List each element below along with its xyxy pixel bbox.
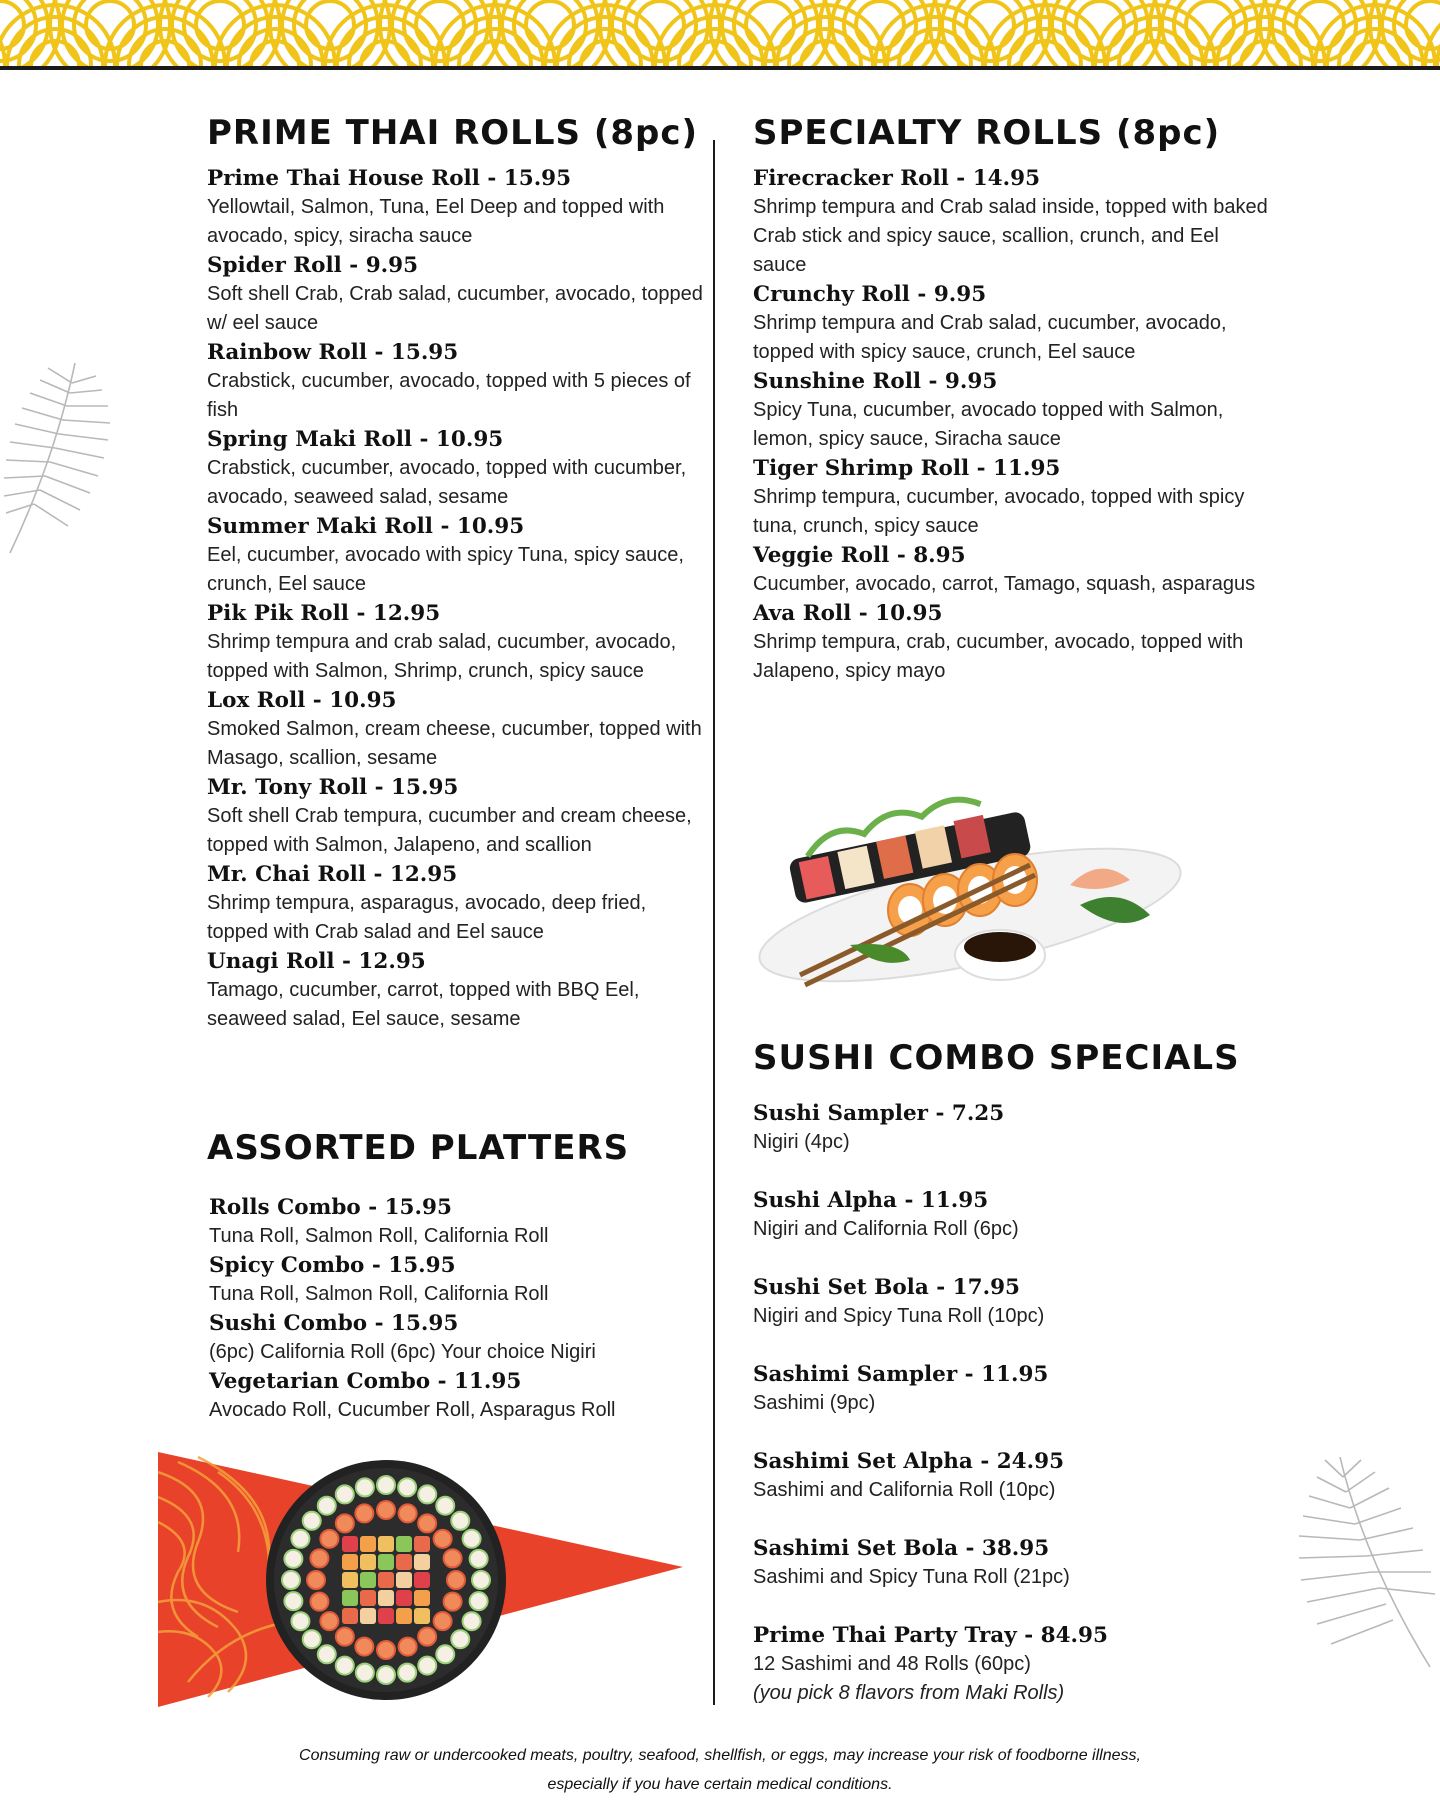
menu-item [753, 1447, 1273, 1505]
menu-item-list [753, 1099, 1273, 1708]
menu-item-name-price: Spider Roll - 9.95 [207, 253, 419, 278]
section-title: SUSHI COMBO SPECIALS [753, 1038, 1240, 1078]
menu-item [207, 599, 707, 686]
assorted-platters-section [207, 1125, 707, 1425]
menu-item [753, 1186, 1273, 1244]
menu-item [207, 686, 707, 773]
menu-item [753, 454, 1273, 541]
menu-item-description: Nigiri and California Roll (6pc) [753, 1218, 1019, 1240]
menu-item-name-price: Sushi Set Bola - 17.95 [753, 1275, 1020, 1300]
menu-item-description: Shrimp tempura and Crab salad inside, topped with baked Crab stick and spicy sauce, scallion, crunch, and Eel sauce [753, 196, 1268, 276]
menu-item-description: Sashimi and California Roll (10pc) [753, 1479, 1056, 1501]
wave-pattern-border [0, 0, 1440, 70]
menu-item [753, 1534, 1273, 1592]
menu-item-description: Sashimi (9pc) [753, 1392, 876, 1414]
menu-item-description: Shrimp tempura and crab salad, cucumber, avocado, topped with Salmon, Shrimp, crunch, spicy sauce [207, 631, 677, 682]
section-title: SPECIALTY ROLLS (8pc) [753, 113, 1221, 153]
menu-item-name-price: Firecracker Roll - 14.95 [753, 166, 1041, 191]
menu-item [753, 1273, 1273, 1331]
menu-item-name-price: Prime Thai Party Tray - 84.95 [753, 1623, 1108, 1648]
menu-item-list [753, 164, 1273, 686]
menu-item-description: Nigiri (4pc) [753, 1131, 850, 1153]
menu-item [207, 773, 707, 860]
palm-leaf-icon [0, 358, 120, 558]
disclaimer-line: especially if you have certain medical conditions. [547, 1776, 893, 1793]
menu-item-name-price: Vegetarian Combo - 11.95 [209, 1369, 522, 1394]
menu-item-description: Eel, cucumber, avocado with spicy Tuna, spicy sauce, crunch, Eel sauce [207, 544, 684, 595]
menu-item [207, 1309, 707, 1367]
menu-item-name-price: Rolls Combo - 15.95 [209, 1195, 452, 1220]
menu-item-name-price: Lox Roll - 10.95 [207, 688, 397, 713]
menu-item-name-price: Prime Thai House Roll - 15.95 [207, 166, 572, 191]
menu-item-description: Soft shell Crab, Crab salad, cucumber, avocado, topped w/ eel sauce [207, 283, 703, 334]
menu-item [753, 164, 1273, 280]
menu-item [207, 947, 707, 1034]
menu-item-list [207, 1193, 707, 1425]
menu-item-name-price: Sashimi Set Alpha - 24.95 [753, 1449, 1065, 1474]
menu-item [753, 367, 1273, 454]
menu-item-name-price: Summer Maki Roll - 10.95 [207, 514, 525, 539]
menu-item-name-price: Pik Pik Roll - 12.95 [207, 601, 441, 626]
menu-item-name-price: Sashimi Set Bola - 38.95 [753, 1536, 1050, 1561]
specialty-rolls-section [753, 110, 1273, 686]
menu-item-name-price: Sushi Sampler - 7.25 [753, 1101, 1005, 1126]
menu-item-description: Soft shell Crab tempura, cucumber and cream cheese, topped with Salmon, Jalapeno, and scallion [207, 805, 692, 856]
menu-item-description: Crabstick, cucumber, avocado, topped with 5 pieces of fish [207, 370, 691, 421]
menu-item [207, 164, 707, 251]
menu-item-description: Shrimp tempura, cucumber, avocado, topped with spicy tuna, crunch, spicy sauce [753, 486, 1245, 537]
menu-item-name-price: Sushi Combo - 15.95 [209, 1311, 459, 1336]
menu-item-description: Tamago, cucumber, carrot, topped with BBQ Eel, seaweed salad, Eel sauce, sesame [207, 979, 640, 1030]
menu-item-description: Smoked Salmon, cream cheese, cucumber, topped with Masago, scallion, sesame [207, 718, 702, 769]
menu-item-name-price: Spring Maki Roll - 10.95 [207, 427, 504, 452]
section-title: ASSORTED PLATTERS [207, 1128, 630, 1168]
menu-item [753, 280, 1273, 367]
menu-item-name-price: Sunshine Roll - 9.95 [753, 369, 998, 394]
menu-item-name-price: Crunchy Roll - 9.95 [753, 282, 987, 307]
menu-item-name-price: Veggie Roll - 8.95 [753, 543, 966, 568]
menu-item-name-price: Tiger Shrimp Roll - 11.95 [753, 456, 1061, 481]
menu-item-description: (6pc) California Roll (6pc) Your choice Nigiri [209, 1341, 596, 1363]
menu-item-description: Nigiri and Spicy Tuna Roll (10pc) [753, 1305, 1045, 1327]
menu-item-description: 12 Sashimi and 48 Rolls (60pc) [753, 1653, 1031, 1675]
disclaimer-line: Consuming raw or undercooked meats, poultry, seafood, shellfish, or eggs, may increase your risk of foodborne illness, [299, 1747, 1141, 1764]
menu-item-description: Crabstick, cucumber, avocado, topped with cucumber, avocado, seaweed salad, sesame [207, 457, 687, 508]
menu-item [753, 599, 1273, 686]
menu-item [207, 860, 707, 947]
menu-item [753, 1621, 1273, 1708]
menu-item-name-price: Unagi Roll - 12.95 [207, 949, 426, 974]
menu-item-description: Tuna Roll, Salmon Roll, California Roll [209, 1225, 549, 1247]
menu-item-description: Sashimi and Spicy Tuna Roll (21pc) [753, 1566, 1070, 1588]
menu-item-name-price: Sashimi Sampler - 11.95 [753, 1362, 1049, 1387]
menu-item-description: Tuna Roll, Salmon Roll, California Roll [209, 1283, 549, 1305]
menu-item-name-price: Sushi Alpha - 11.95 [753, 1188, 989, 1213]
menu-item-name-price: Spicy Combo - 15.95 [209, 1253, 456, 1278]
menu-item [753, 541, 1273, 599]
menu-item-description: Yellowtail, Salmon, Tuna, Eel Deep and topped with avocado, spicy, siracha sauce [207, 196, 665, 247]
top-divider-line [0, 66, 1440, 70]
menu-item-note: (you pick 8 flavors from Maki Rolls) [753, 1682, 1065, 1704]
menu-item-name-price: Rainbow Roll - 15.95 [207, 340, 459, 365]
menu-item [207, 1367, 707, 1425]
menu-item-description: Shrimp tempura and Crab salad, cucumber, avocado, topped with spicy sauce, crunch, Eel sauce [753, 312, 1227, 363]
menu-item [207, 1193, 707, 1251]
menu-item-description: Shrimp tempura, asparagus, avocado, deep fried, topped with Crab salad and Eel sauce [207, 892, 647, 943]
menu-item-list [207, 164, 707, 1034]
column-divider [713, 140, 715, 1705]
menu-item [207, 425, 707, 512]
palm-leaf-icon [1295, 1452, 1440, 1672]
menu-item [207, 338, 707, 425]
sushi-rolls-photo [750, 795, 1190, 995]
food-safety-disclaimer [0, 1741, 1440, 1799]
menu-item-description: Avocado Roll, Cucumber Roll, Asparagus Roll [209, 1399, 616, 1421]
menu-item-description: Spicy Tuna, cucumber, avocado topped with Salmon, lemon, spicy sauce, Siracha sauce [753, 399, 1224, 450]
menu-item [753, 1099, 1273, 1157]
section-title: PRIME THAI ROLLS (8pc) [207, 113, 699, 153]
menu-item-name-price: Mr. Tony Roll - 15.95 [207, 775, 459, 800]
menu-item [207, 251, 707, 338]
sushi-combo-specials-section [753, 1035, 1273, 1708]
menu-item-name-price: Mr. Chai Roll - 12.95 [207, 862, 458, 887]
sushi-platter-photo [158, 1452, 683, 1707]
menu-item [207, 1251, 707, 1309]
menu-item [207, 512, 707, 599]
menu-item-description: Shrimp tempura, crab, cucumber, avocado, topped with Jalapeno, spicy mayo [753, 631, 1244, 682]
menu-item-name-price: Ava Roll - 10.95 [753, 601, 943, 626]
menu-item-description: Cucumber, avocado, carrot, Tamago, squash, asparagus [753, 573, 1256, 595]
menu-item [753, 1360, 1273, 1418]
prime-thai-rolls-section [207, 110, 707, 1034]
